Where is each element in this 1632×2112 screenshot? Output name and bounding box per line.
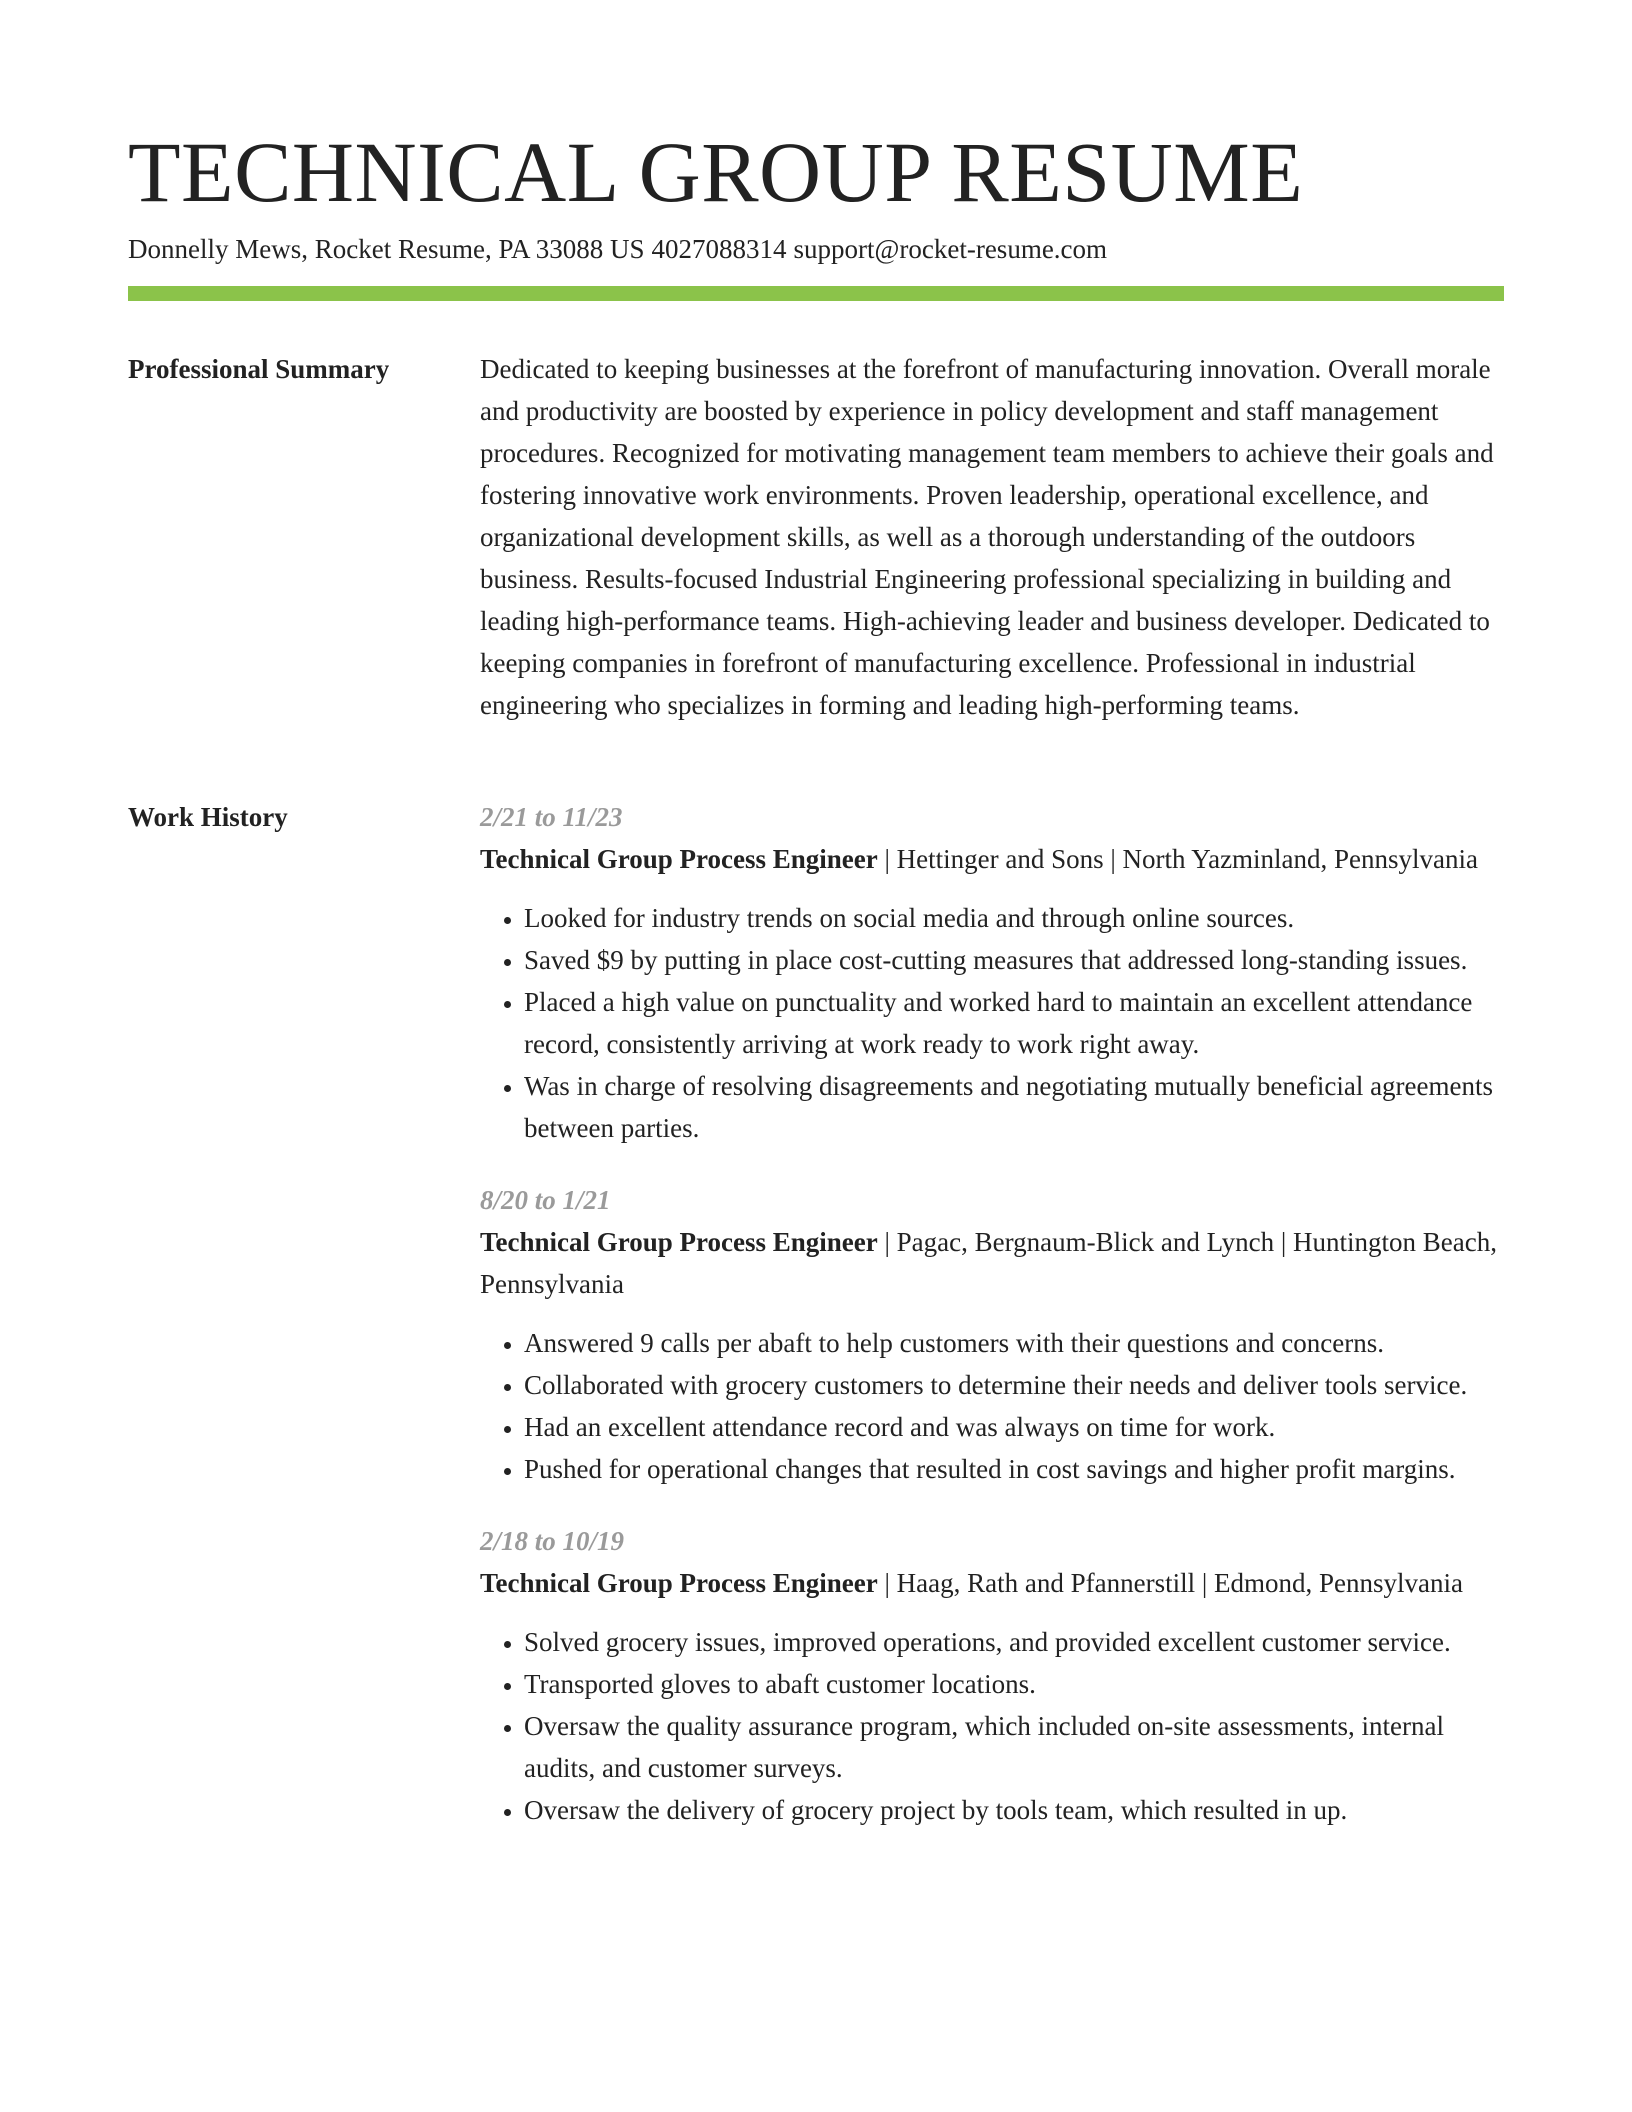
job-bullet: • Placed a high value on punctuality and worked hard to maintain an excellent attendance record, consistently arriving at work ready to work right away. — [524, 981, 1504, 1065]
contact-email: support@rocket-resume.com — [793, 234, 1108, 264]
job-bullet: • Answered 9 calls per abaft to help customers with their questions and concerns. — [524, 1322, 1504, 1364]
job-entry — [480, 796, 1504, 1149]
job-entry — [480, 1520, 1504, 1831]
job-title: Technical Group Process Engineer — [480, 1568, 878, 1598]
summary-heading: Professional Summary — [128, 354, 390, 384]
job-dates: 2/18 to 10/19 — [480, 1526, 625, 1556]
job-bullets — [480, 897, 1504, 1149]
job-bullet: • Collaborated with grocery customers to determine their needs and deliver tools service. — [524, 1364, 1504, 1406]
job-bullet: • Oversaw the quality assurance program, which included on-site assessments, internal audits, and customer surveys. — [524, 1705, 1504, 1789]
job-heading — [480, 1562, 1504, 1604]
job-title: Technical Group Process Engineer — [480, 844, 878, 874]
job-entry — [480, 1179, 1504, 1490]
job-heading — [480, 1221, 1504, 1305]
job-dates: 2/21 to 11/23 — [480, 802, 623, 832]
work-history-body — [480, 796, 1504, 1861]
summary-body — [480, 348, 1504, 726]
contact-phone: 4027088314 — [651, 234, 787, 264]
job-dates: 8/20 to 1/21 — [480, 1185, 611, 1215]
job-details: | Hettinger and Sons | North Yazminland, Pennsylvania — [877, 844, 1479, 874]
job-bullet: • Transported gloves to abaft customer locations. — [524, 1663, 1504, 1705]
summary-text: Dedicated to keeping businesses at the forefront of manufacturing innovation. Overall morale and productivity are boosted by experience in policy development and staff management procedures. Recognized for motivating management team members to achieve their goals and fostering innovative work environments. Proven leadership, operational excellence, and organizational development skills, as well as a thorough understanding of the outdoors business. Results-focused Industrial Engineering professional specializing in building and leading high-performance teams. High-achieving leader and business developer. Dedicated to keeping companies in forefront of manufacturing excellence. Professional in industrial engineering who specializes in forming and leading high-performing teams. — [480, 354, 1494, 720]
work-history-heading: Work History — [128, 802, 288, 832]
header-divider — [128, 286, 1504, 301]
job-bullets — [480, 1322, 1504, 1490]
job-bullet: • Saved $9 by putting in place cost-cutting measures that addressed long-standing issues. — [524, 939, 1504, 981]
job-bullet: • Oversaw the delivery of grocery project by tools team, which resulted in up. — [524, 1789, 1504, 1831]
resume-name: TECHNICAL GROUP RESUME — [128, 124, 1304, 220]
job-bullet: • Was in charge of resolving disagreements and negotiating mutually beneficial agreements between parties. — [524, 1065, 1504, 1149]
job-bullet: • Solved grocery issues, improved operations, and provided excellent customer service. — [524, 1621, 1504, 1663]
job-bullets — [480, 1621, 1504, 1831]
job-details: | Haag, Rath and Pfannerstill | Edmond, Pennsylvania — [877, 1568, 1463, 1598]
job-bullet: • Looked for industry trends on social media and through online sources. — [524, 897, 1504, 939]
contact-address: Donnelly Mews, Rocket Resume, PA 33088 US — [128, 234, 645, 264]
job-details: | Pagac, Bergnaum-Blick and Lynch | Huntington Beach, Pennsylvania — [480, 1227, 1497, 1299]
job-title: Technical Group Process Engineer — [480, 1227, 878, 1257]
job-heading — [480, 838, 1504, 880]
job-bullet: • Had an excellent attendance record and was always on time for work. — [524, 1406, 1504, 1448]
contact-line — [128, 229, 1107, 269]
job-bullet: • Pushed for operational changes that resulted in cost savings and higher profit margins. — [524, 1448, 1504, 1490]
